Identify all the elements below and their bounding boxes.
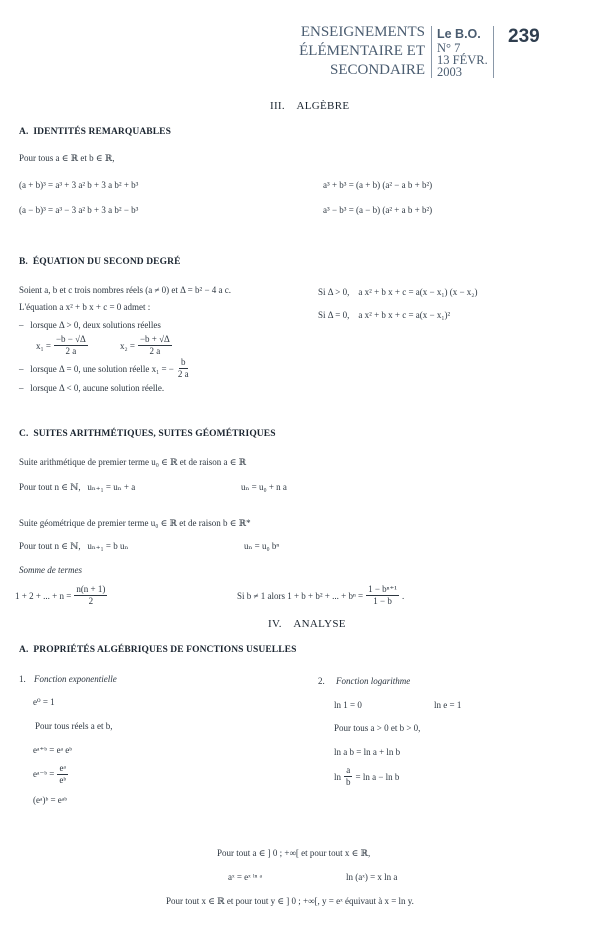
header-line-1: ENSEIGNEMENTS bbox=[300, 24, 425, 40]
log-intro: Pour tous a > 0 et b > 0, bbox=[334, 723, 421, 733]
arithmetic-sum-fraction bbox=[74, 584, 107, 607]
arithmetic-sum-denominator: 2 bbox=[88, 596, 94, 606]
arithmetic-general-term: uₙ = u₀ + n a bbox=[241, 482, 287, 492]
geometric-sum-lhs: Si b ≠ 1 alors 1 + b + b² + ... + bⁿ = bbox=[237, 590, 364, 601]
quadratic-bullet-2-text: – lorsque Δ = 0, une solution réelle x₁ = − bbox=[19, 363, 174, 374]
identities-intro: Pour tous a ∈ ℝ et b ∈ ℝ, bbox=[19, 153, 115, 163]
exp-power-rule: (eᵃ)ᵇ = eᵃᵇ bbox=[33, 795, 68, 805]
root-x2 bbox=[120, 334, 172, 357]
identity-diff-cubes: a³ − b³ = (a − b) (a² + a b + b²) bbox=[323, 205, 433, 215]
quadratic-line-1: Soient a, b et c trois nombres réels (a ≠ 0) et Δ = b² − 4 a c. bbox=[19, 285, 232, 295]
log-one: ln 1 = 0 bbox=[334, 700, 362, 710]
page-number: 239 bbox=[508, 26, 540, 47]
arithmetic-sum-lhs: 1 + 2 + ... + n = bbox=[15, 590, 72, 601]
log-quotient-rule bbox=[334, 765, 399, 788]
log-e: ln e = 1 bbox=[434, 700, 462, 710]
exp-quotient-numerator: eᵃ bbox=[59, 763, 66, 773]
geometric-definition: Suite géométrique de premier terme u₀ ∈ ℝ et de raison b ∈ ℝ* bbox=[19, 518, 251, 528]
log-title: Fonction logarithme bbox=[336, 676, 411, 686]
quadratic-bullet-1: – lorsque Δ > 0, deux solutions réelles bbox=[19, 320, 161, 330]
quadratic-bullet-3: – lorsque Δ < 0, aucune solution réelle. bbox=[19, 383, 165, 393]
arithmetic-sum bbox=[15, 584, 107, 607]
bo-title: Le B.O. bbox=[437, 27, 481, 41]
factorization-double-root: Si Δ = 0, a x² + b x + c = a(x − x₁)² bbox=[318, 310, 451, 320]
exp-zero: e⁰ = 1 bbox=[33, 697, 55, 707]
quadratic-bullet-2 bbox=[19, 357, 191, 380]
heading-identities: A. IDENTITÉS REMARQUABLES bbox=[19, 127, 171, 137]
arithmetic-sum-numerator: n(n + 1) bbox=[76, 584, 106, 594]
root-x1 bbox=[36, 334, 88, 357]
geometric-general-term: uₙ = u₀ bⁿ bbox=[244, 541, 280, 551]
exp-quotient-rule bbox=[33, 763, 68, 786]
log-product-rule: ln a b = ln a + ln b bbox=[334, 747, 401, 757]
root-x2-numerator: −b + √Δ bbox=[139, 334, 170, 344]
bo-number: N° 7 bbox=[437, 41, 461, 55]
log-title-number: 2. bbox=[318, 676, 325, 686]
exp-quotient-lhs: eᵃ⁻ᵇ = bbox=[33, 769, 55, 779]
log-quotient-denominator: b bbox=[346, 777, 351, 787]
geometric-sum bbox=[237, 584, 404, 607]
power-log-rule: ln (aˣ) = x ln a bbox=[346, 872, 398, 882]
bo-date: 13 FÉVR. bbox=[437, 53, 488, 67]
header-line-3: SECONDAIRE bbox=[329, 62, 425, 78]
root-x2-fraction bbox=[138, 334, 172, 357]
exp-sum-rule: eᵃ⁺ᵇ = eᵃ eᵇ bbox=[33, 745, 73, 755]
bo-year: 2003 bbox=[437, 65, 462, 79]
geometric-sum-numerator: 1 − bⁿ⁺¹ bbox=[368, 584, 397, 594]
root-x1-denominator: 2 a bbox=[65, 346, 77, 356]
factorization-two-roots: Si Δ > 0, a x² + b x + c = a(x − x₁) (x − x₂) bbox=[318, 287, 478, 297]
header-divider-right bbox=[493, 26, 494, 78]
double-root-fraction bbox=[176, 357, 191, 380]
log-quotient-rhs: = ln a − ln b bbox=[355, 771, 400, 782]
quadratic-line-2: L'équation a x² + b x + c = 0 admet : bbox=[19, 302, 151, 312]
power-definition: aˣ = eˣ ˡⁿ ᵃ bbox=[228, 872, 263, 882]
section-title-analysis: IV. ANALYSE bbox=[268, 618, 346, 630]
geometric-sum-denominator: 1 − b bbox=[373, 596, 392, 606]
root-x1-fraction bbox=[54, 334, 88, 357]
header-line-2: ÉLÉMENTAIRE ET bbox=[299, 43, 425, 59]
exp-log-equivalence: Pour tout x ∈ ℝ et pour tout y ∈ ] 0 ; +∞[, y = eˣ équivaut à x = ln y. bbox=[166, 896, 414, 906]
header-divider-left bbox=[431, 26, 432, 78]
log-quotient-lhs: ln bbox=[334, 771, 342, 782]
arithmetic-definition: Suite arithmétique de premier terme u₀ ∈ ℝ et de raison a ∈ ℝ bbox=[19, 457, 247, 467]
heading-usual-functions: A. PROPRIÉTÉS ALGÉBRIQUES DE FONCTIONS USUELLES bbox=[19, 645, 297, 655]
heading-sequences: C. SUITES ARITHMÉTIQUES, SUITES GÉOMÉTRIQUES bbox=[19, 429, 276, 439]
sum-of-terms-title: Somme de termes bbox=[19, 565, 82, 575]
exp-quotient-fraction bbox=[57, 763, 68, 786]
identity-cube-sum: (a + b)³ = a³ + 3 a² b + 3 a b² + b³ bbox=[19, 180, 139, 190]
geometric-sum-fraction bbox=[366, 584, 399, 607]
exp-intro: Pour tous réels a et b, bbox=[35, 721, 113, 731]
double-root-numerator: b bbox=[181, 357, 186, 367]
identity-sum-cubes: a³ + b³ = (a + b) (a² − a b + b²) bbox=[323, 180, 433, 190]
geometric-sum-end: . bbox=[401, 590, 405, 601]
power-intro: Pour tout a ∈ ] 0 ; +∞[ et pour tout x ∈ ℝ, bbox=[217, 848, 371, 858]
exp-title: Fonction exponentielle bbox=[34, 674, 117, 684]
log-quotient-fraction bbox=[344, 765, 353, 788]
exp-title-number: 1. bbox=[19, 674, 26, 684]
root-x1-numerator: −b − √Δ bbox=[55, 334, 86, 344]
arithmetic-recurrence: Pour tout n ∈ ℕ, uₙ₊₁ = uₙ + a bbox=[19, 482, 136, 492]
root-x2-denominator: 2 a bbox=[149, 346, 161, 356]
geometric-recurrence: Pour tout n ∈ ℕ, uₙ₊₁ = b uₙ bbox=[19, 541, 129, 551]
root-x2-label: x₂ = bbox=[120, 340, 135, 351]
double-root-denominator: 2 a bbox=[177, 369, 189, 379]
root-x1-label: x₁ = bbox=[36, 340, 51, 351]
heading-quadratic: B. ÉQUATION DU SECOND DEGRÉ bbox=[19, 257, 181, 267]
identity-cube-diff: (a − b)³ = a³ − 3 a² b + 3 a b² − b³ bbox=[19, 205, 139, 215]
log-quotient-numerator: a bbox=[346, 765, 351, 775]
exp-quotient-denominator: eᵇ bbox=[59, 775, 67, 785]
section-title-algebra: III. ALGÈBRE bbox=[270, 100, 350, 112]
